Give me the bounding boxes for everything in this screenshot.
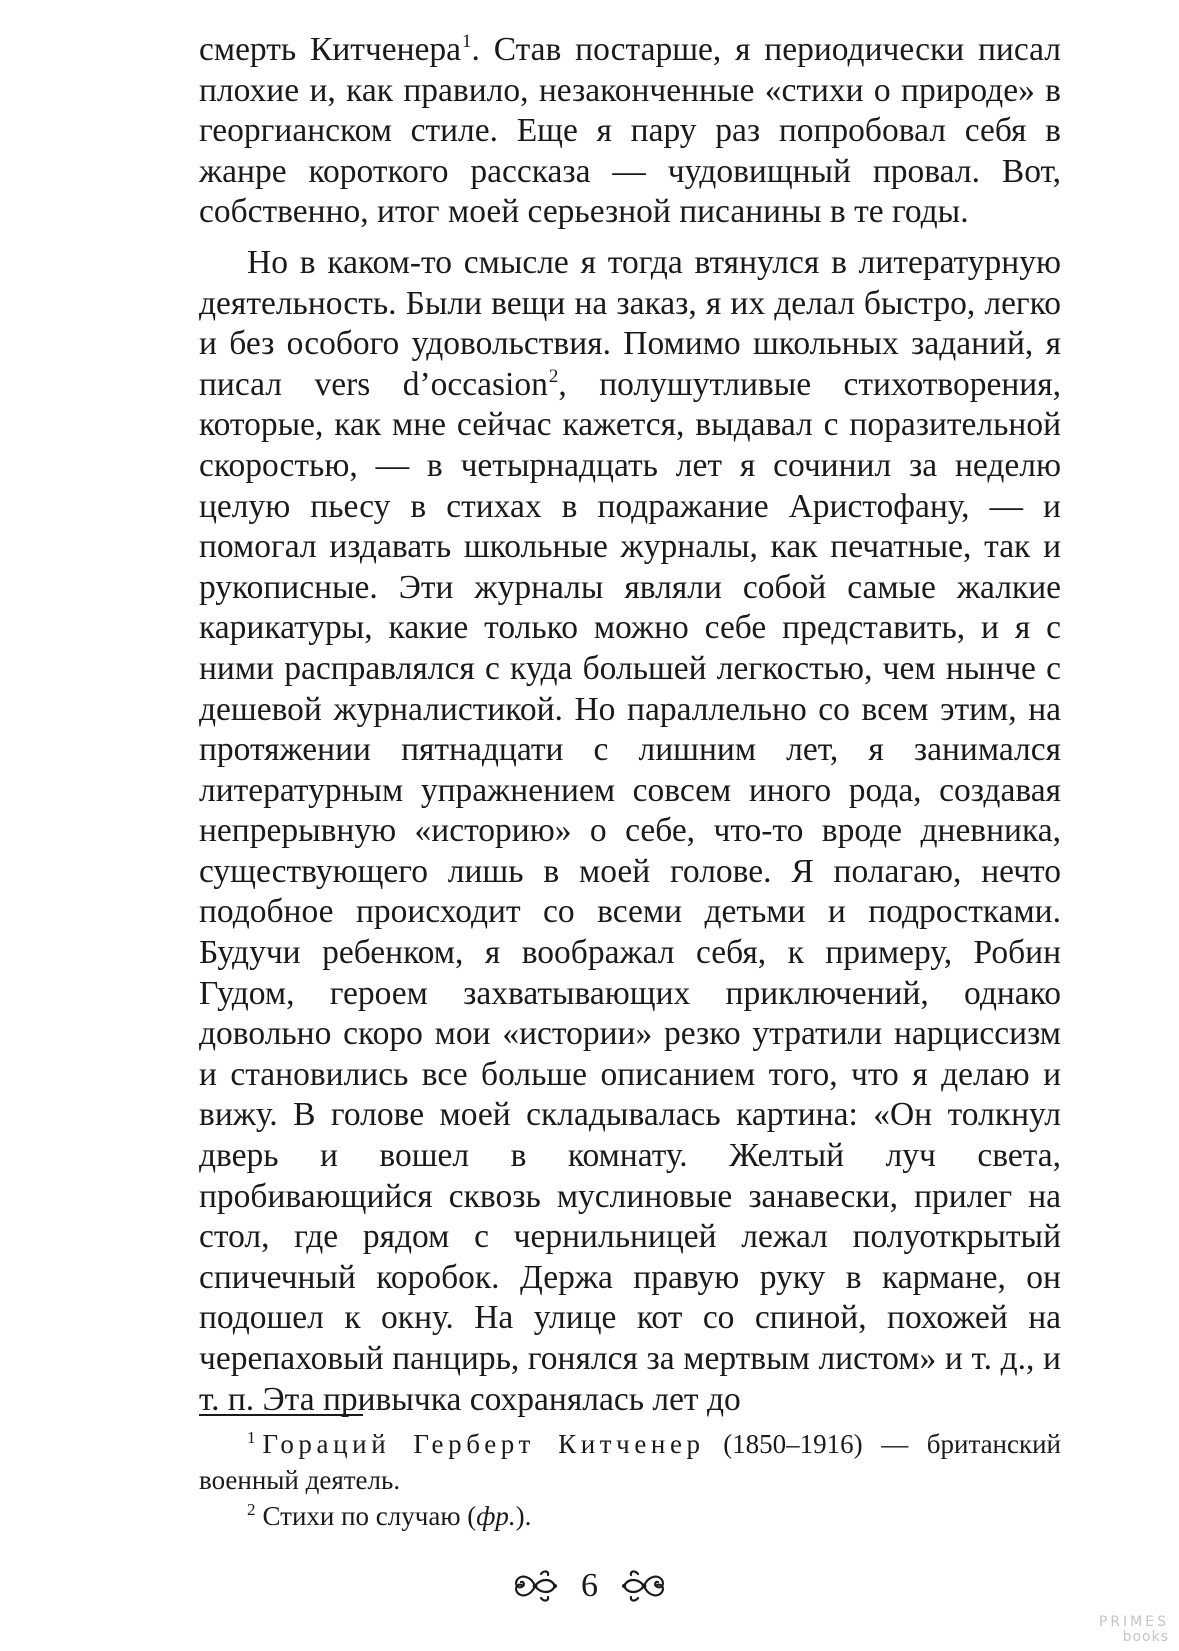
footnote-divider xyxy=(199,1414,363,1416)
footnote-2-italic: фр. xyxy=(476,1501,516,1531)
footnote-2-text: Стихи по случаю ( xyxy=(262,1501,477,1531)
paragraph-2 xyxy=(199,243,1061,1420)
footnote-1-name: Гораций Герберт Китченер xyxy=(262,1429,705,1459)
footnote-1-number: 1 xyxy=(247,1428,256,1447)
page-number: 6 xyxy=(581,1567,598,1604)
watermark-line-1: PRIMES xyxy=(1098,1614,1169,1630)
fleuron-left-icon xyxy=(511,1566,559,1606)
paragraph-2-text-a: Но в каком-то смысле я тогда втянулся в литературную деятельность. Были вещи на заказ, я их делал быстро, легко и без особого удовольствия. Помимо школьных заданий, я писал vers d’occasion xyxy=(199,243,1061,403)
footnote-2-number: 2 xyxy=(247,1500,256,1519)
paragraph-1 xyxy=(199,30,1061,233)
fleuron-right-icon xyxy=(620,1566,668,1606)
watermark-line-2: books xyxy=(1122,1629,1169,1645)
footnote-1 xyxy=(199,1426,1061,1498)
footnotes xyxy=(199,1426,1061,1534)
main-text xyxy=(199,30,1061,1420)
paragraph-1-text-b: . Став постарше, я периодически писал плохие и, как правило, незаконченные «стихи о природе» в георгианском стиле. Еще я пару раз попробовал себя в жанре короткого рассказа — чудовищный провал. Вот, собственно, итог моей серьезной писанины в те годы. xyxy=(199,31,1061,231)
footnote-2 xyxy=(199,1498,1061,1534)
footnote-ref-2[interactable]: 2 xyxy=(548,365,559,387)
publisher-watermark xyxy=(1099,1615,1169,1644)
paragraph-2-text-b: , полушутливые стихотворения, которые, как мне сейчас кажется, выдавал с поразительной скоростью, — в четырнадцать лет я сочинил за неделю целую пьесу в стихах в подражание Аристофану, — и помогал издавать школьные журналы, как печатные, так и рукописные. Эти журналы являли собой самые жалкие карикатуры, какие только можно себе представить, и я с ними расправлялся с куда большей легкостью, чем нынче с дешевой журналистикой. Но параллельно со всем этим, на протяжении пятнадцати с лишним лет, я занимался литературным упражнением совсем иного рода, создавая непрерывную «историю» о себе, что-то вроде дневника, существующего лишь в моей голове. Я полагаю, нечто подобное происходит со всеми детьми и подростками. Будучи ребенком, я воображал себя, к примеру, Робин Гудом, героем захватывающих приключений, однако довольно скоро мои «истории» резко утратили нарциссизм и становились все больше описанием того, что я делаю и вижу. В голове моей складывалась картина: «Он толкнул дверь и вошел в комнату. Желтый луч света, пробивающийся сквозь муслиновые занавески, прилег на стол, где рядом с чернильницей лежал полуоткрытый спичечный коробок. Держа правую руку в кармане, он подошел к окну. На улице кот со спиной, похожей на черепаховый панцирь, гонялся за мертвым листом» и т. д., и т. п. Эта привычка сохранялась лет до xyxy=(199,365,1061,1418)
footnote-ref-1[interactable]: 1 xyxy=(462,31,472,52)
footnote-2-after: ). xyxy=(515,1501,532,1531)
paragraph-1-text-a: смерть Китченера xyxy=(199,31,462,68)
page-footer xyxy=(0,1564,1179,1608)
footnote-1-text: (1850–1916) — британский военный деятель. xyxy=(199,1429,1061,1495)
